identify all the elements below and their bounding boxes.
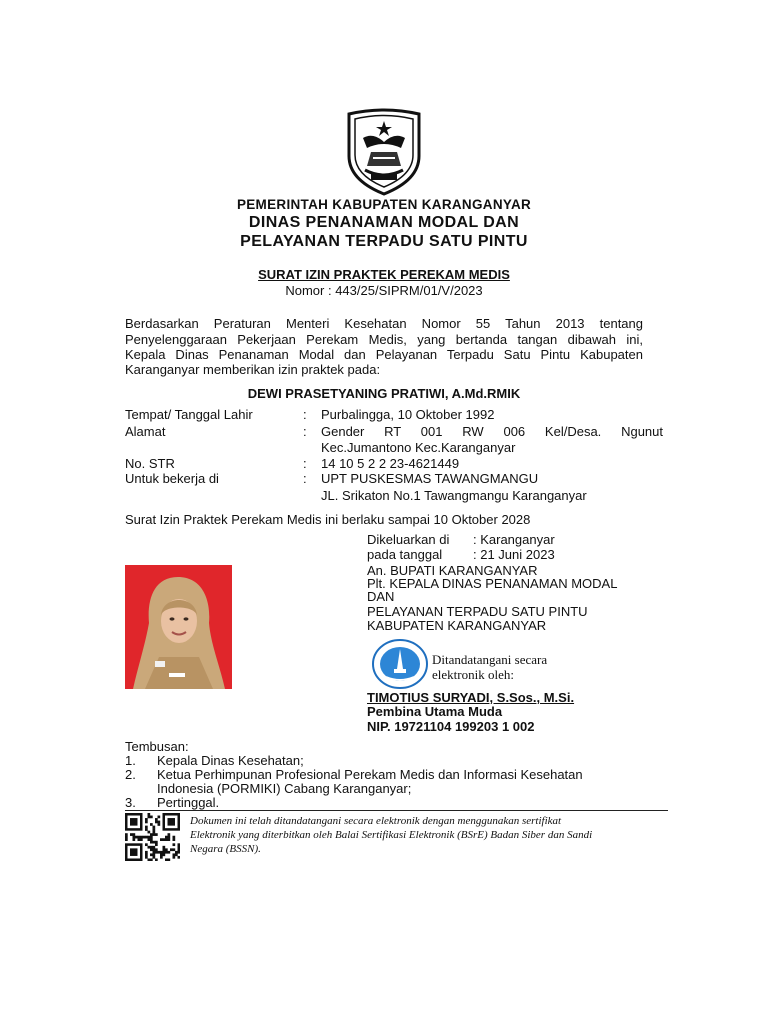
address-label: Alamat bbox=[125, 424, 166, 439]
work-label: Untuk bekerja di bbox=[125, 471, 219, 486]
issued-at-value: : Karanganyar bbox=[473, 532, 555, 547]
cc-item-number: 3. bbox=[125, 795, 136, 810]
department-heading-line2: PELAYANAN TERPADU SATU PINTU bbox=[240, 233, 528, 250]
intro-line-1: Berdasarkan Peraturan Menteri Kesehatan Nomor 55 Tahun 2013 tentang bbox=[125, 316, 643, 331]
birth-label: Tempat/ Tanggal Lahir bbox=[125, 407, 253, 422]
issue-date-value: : 21 Juni 2023 bbox=[473, 547, 555, 562]
government-heading: PEMERINTAH KABUPATEN KARANGANYAR bbox=[236, 197, 532, 212]
colon: : bbox=[303, 424, 307, 439]
str-label: No. STR bbox=[125, 456, 175, 471]
on-behalf-line4: PELAYANAN TERPADU SATU PINTU bbox=[367, 604, 588, 619]
cc-item-text: Ketua Perhimpunan Profesional Perekam Medis dan Informasi Kesehatan bbox=[157, 767, 583, 782]
on-behalf-line3: DAN bbox=[367, 589, 395, 604]
issued-at-label: Dikeluarkan di bbox=[367, 532, 450, 547]
colon: : bbox=[303, 456, 307, 471]
colon: : bbox=[303, 407, 307, 422]
work-value-line1: UPT PUSKESMAS TAWANGMANGU bbox=[321, 471, 539, 486]
letter-title: SURAT IZIN PRAKTEK PEREKAM MEDIS bbox=[258, 267, 510, 282]
qr-code bbox=[125, 813, 180, 861]
colon: : bbox=[303, 471, 307, 486]
str-value: 14 10 5 2 2 23-4621449 bbox=[321, 456, 460, 471]
department-heading-line1: DINAS PENANAMAN MODAL DAN bbox=[248, 214, 520, 231]
regency-seal bbox=[372, 639, 428, 689]
cc-item-number: 2. bbox=[125, 767, 136, 782]
cc-item-text: Pertinggal. bbox=[157, 795, 220, 810]
esign-text-line1: Ditandatangani secara bbox=[432, 652, 548, 667]
on-behalf-line2: Plt. KEPALA DINAS PENANAMAN MODAL bbox=[367, 576, 618, 591]
footer-divider bbox=[125, 810, 668, 811]
on-behalf-line1: An. BUPATI KARANGANYAR bbox=[367, 563, 538, 578]
birth-value: Purbalingga, 10 Oktober 1992 bbox=[321, 407, 495, 422]
cc-item-text: Kepala Dinas Kesehatan; bbox=[157, 753, 304, 768]
signer-rank: Pembina Utama Muda bbox=[367, 704, 503, 719]
cc-item-number: 1. bbox=[125, 753, 136, 768]
footer-note-line2: Elektronik yang diterbitkan oleh Balai Sertifikasi Elektronik (BSrE) Badan Siber dan Sandi bbox=[190, 829, 593, 841]
letter-number: Nomor : 443/25/SIPRM/01/V/2023 bbox=[285, 283, 483, 298]
address-value-line2: Kec.Jumantono Kec.Karanganyar bbox=[321, 440, 516, 455]
intro-line-2: Penyelenggaraan Pekerjaan Perekam Medis, yang bertanda tangan dibawah ini, bbox=[125, 332, 643, 347]
cc-heading: Tembusan: bbox=[125, 739, 189, 754]
footer-note-line3: Negara (BSSN). bbox=[190, 843, 261, 855]
signer-name: TIMOTIUS SURYADI, S.Sos., M.Si. bbox=[367, 690, 575, 705]
regency-crest bbox=[343, 108, 425, 196]
holder-photo bbox=[125, 565, 232, 689]
issue-date-label: pada tanggal bbox=[367, 547, 443, 562]
work-value-line2: JL. Srikaton No.1 Tawangmangu Karanganyar bbox=[321, 488, 587, 503]
on-behalf-line5: KABUPATEN KARANGANYAR bbox=[367, 618, 547, 633]
footer-note-line1: Dokumen ini telah ditandatangani secara elektronik dengan menggunakan sertifikat bbox=[190, 815, 562, 827]
holder-name: DEWI PRASETYANING PRATIWI, A.Md.RMIK bbox=[247, 386, 521, 401]
validity-statement: Surat Izin Praktek Perekam Medis ini berlaku sampai 10 Oktober 2028 bbox=[125, 512, 531, 527]
intro-line-3: Kepala Dinas Penanaman Modal dan Pelayanan Terpadu Satu Pintu Kabupaten bbox=[125, 347, 643, 362]
intro-line-4: Karanganyar memberikan izin praktek pada: bbox=[125, 362, 381, 377]
address-value-line1: Gender RT 001 RW 006 Kel/Desa. Ngunut bbox=[321, 424, 663, 439]
esign-text-line2: elektronik oleh: bbox=[432, 667, 514, 682]
signer-nip: NIP. 19721104 199203 1 002 bbox=[367, 719, 535, 734]
cc-item-text: Indonesia (PORMIKI) Cabang Karanganyar; bbox=[157, 781, 412, 796]
